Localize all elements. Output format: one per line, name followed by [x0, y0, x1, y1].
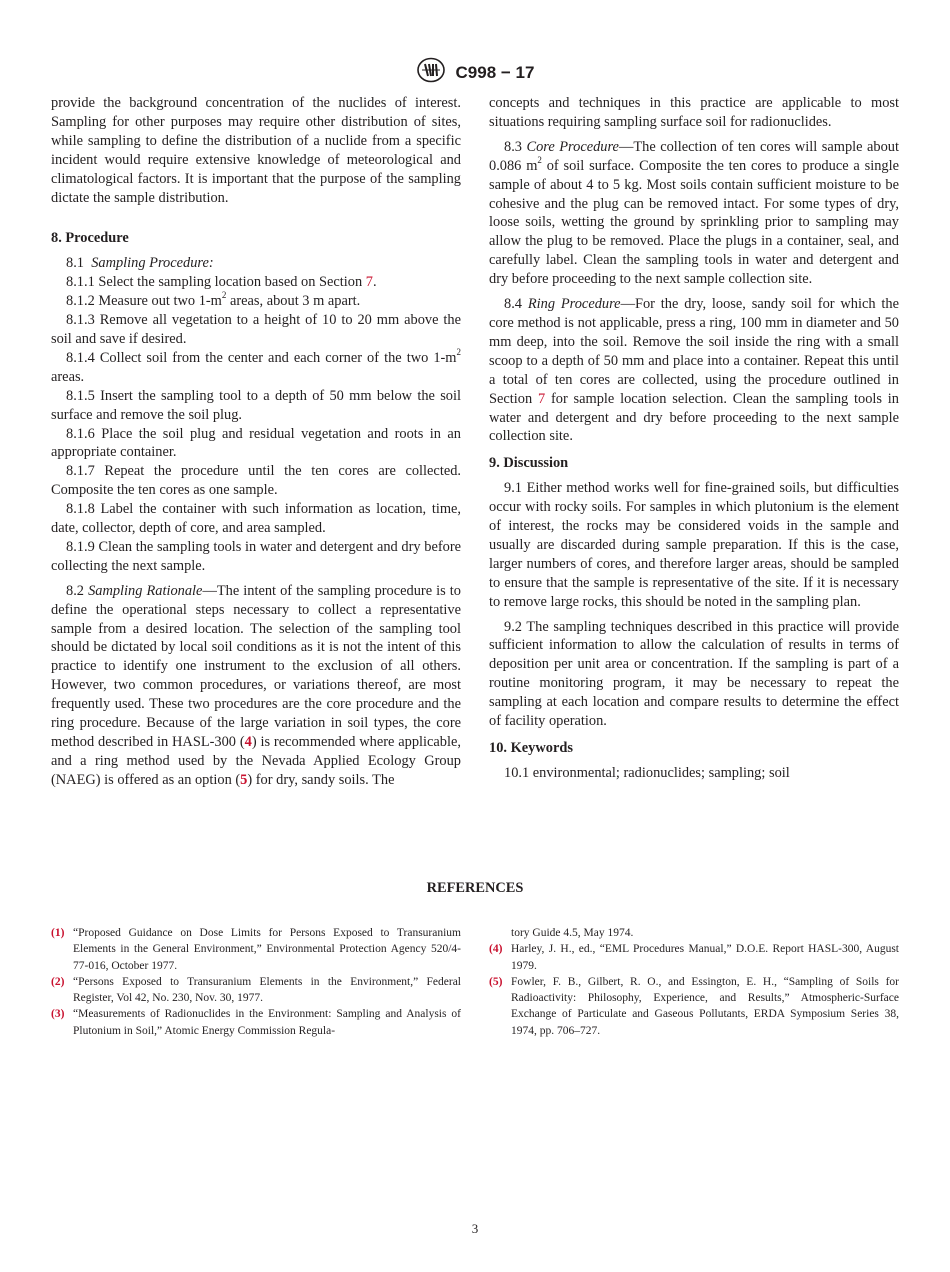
paragraph-10-1: 10.1 environmental; radionuclides; sampling; soil [504, 764, 790, 781]
reference-item-3-continued: tory Guide 4.5, May 1974. [511, 927, 634, 939]
paragraph-8-1-8: 8.1.8 Label the container with such information as location, time, date, collector, depth of core, and area sampled. [51, 501, 461, 537]
subsection-title: Sampling Procedure: [91, 255, 214, 272]
reference-item-2: (2) “Persons Exposed to Transuranium Elements in the Environment,” Federal Register, Vol 42, No. 230, Nov. 30, 1977. [51, 975, 461, 1005]
reference-item-5: (5) Fowler, F. B., Gilbert, R. O., and Essington, E. H., “Sampling of Soils for Radioactivity: Philosophy, Experience, and Results,” Atmospheric-Surface Exchange of Particulate and Gaseous Pollutants, ERDA Symposium Series 38, 1974, pp. 706–727. [489, 975, 899, 1037]
paragraph-8-1-1: 8.1.1 Select the sampling location based on Section 7. [66, 274, 377, 291]
reference-link-5[interactable]: 5 [240, 771, 248, 788]
section-link[interactable]: 7 [537, 390, 546, 407]
reference-link-4[interactable]: 4 [244, 734, 252, 750]
paragraph-8-1-6: 8.1.6 Place the soil plug and residual vegetation and roots in an appropriate container. [51, 425, 461, 461]
reference-number: (3) [51, 1008, 65, 1021]
reference-item-3: (3) “Measurements of Radionuclides in the Environment: Sampling and Analysis of Plutonium in Soil,” Atomic Energy Commission Regula- [51, 1008, 461, 1037]
page-header [0, 57, 950, 88]
left-column [51, 94, 461, 790]
paragraph-8-1-5: 8.1.5 Insert the sampling tool to a depth of 50 mm below the soil surface and remove the soil plug. [51, 387, 461, 423]
paragraph-8-2: 8.2 Sampling Rationale—The intent of the sampling procedure is to define the operational steps necessary to collect a representative sample from a desired location. The selection of the sampling tool should be dictated by local soil conditions as it is not the intent of this practice to identify one instrument to the exclusion of all others. However, two common procedures, or variations thereof, are most frequently used. These two procedures are the core procedure and the ring procedure. Because of the large variation in soil types, the core method described in HASL-300 (4) is recommended where applicable, and a ring method used by the Nevada Applied Ecology Group (NAEG) is offered as an option (5) for dry, sandy soils. The [51, 582, 461, 788]
heading-keywords: 10. Keywords [489, 740, 573, 756]
paragraph-8-4: 8.4 Ring Procedure—For the dry, loose, sandy soil for which the core method is not applicable, press a ring, 100 mm in diameter and 50 mm deep, into the soil. Remove the soil inside the ring with a small scoop to a depth of 50 mm and place into a container. Repeat this until a total of ten cores are collected, using the procedure outlined in Section 7 for sample location selection. Clean the sampling tools in water and detergent and dry before proceeding to the next sample collection site. [489, 296, 899, 445]
paragraph-8-3: 8.3 Core Procedure—The collection of ten cores will sample about 0.086 $m^2$ of soil surface. Composite the ten cores to produce a single sample of about 4 to 5 kg. Most soils contain sufficient moisture to be cohesive and the plug can be removed intact. For some types of dry, loose soils, wetting the ground by sprinkling prior to sampling may allow the plug to be removed. Place the plugs in a container, seal, and carefully label. Clean the sampling tools in water and detergent and dry before proceeding to the next sample collection site. [489, 138, 899, 288]
paragraph-8-1-9: 8.1.9 Clean the sampling tools in water and detergent and dry before collecting the next sample. [51, 538, 461, 574]
section-link[interactable]: 7 [365, 274, 373, 291]
paragraph-8-1: 8.1 Sampling Procedure: [66, 255, 214, 272]
designation-code: C998 − 17 [455, 62, 535, 82]
page-number: 3 [471, 1221, 479, 1236]
paragraph-8-2-continued: concepts and techniques in this practice are applicable to most situations requiring sampling surface soil for radionuclides. [489, 95, 899, 130]
paragraph-8-1-3: 8.1.3 Remove all vegetation to a height of 10 to 20 mm above the soil and save if desired. [51, 312, 461, 347]
reference-item-4: (4) Harley, J. H., ed., “EML Procedures Manual,” D.O.E. Report HASL-300, August 1979. [489, 943, 899, 972]
references-right-column [489, 925, 899, 1039]
reference-number: (4) [489, 943, 503, 956]
reference-number: (2) [51, 975, 65, 988]
paragraph-9-1: 9.1 Either method works well for fine-grained soils, but difficulties occur with rocky soils. For samples in which plutonium is the element of interest, the rocks may be considered voids in the sample and usually are discarded during sample preparation. If this is the case, larger numbers of cores, and therefore larger areas, should be sampled to ensure that the sample is representative of the site. If it is necessary to remove large rocks, this should be noted in the sampling plan. [489, 480, 899, 610]
paragraph-8-1-2: 8.1.2 Measure out two $1-m^2$ areas, about 3 m apart. [66, 290, 361, 310]
reference-number: (5) [489, 975, 503, 988]
right-column [489, 94, 899, 783]
reference-item-1: (1) “Proposed Guidance on Dose Limits for Persons Exposed to Transuranium Elements in the General Environment,” Environmental Protection Agency 520/4-77-016, October 1977. [51, 927, 461, 972]
paragraph-intro-continued: provide the background concentration of the nuclides of interest. Sampling for other purposes may require other distribution of sites, while sampling to define the distribution of a nuclide from a specific incident would require extensive knowledge of meteorological and climatological factors. It is important that the purpose of the sampling dictate the sample distribution. [51, 95, 461, 206]
reference-number: (1) [51, 927, 65, 939]
heading-procedure: 8. Procedure [51, 230, 129, 247]
paragraph-8-1-7: 8.1.7 Repeat the procedure until the ten cores are collected. Composite the ten cores as one sample. [51, 463, 461, 499]
references-title: REFERENCES [426, 880, 524, 896]
paragraph-8-1-4: 8.1.4 Collect soil from the center and each corner of the two $1-m^2$ areas. [51, 347, 461, 385]
paragraph-9-2: 9.2 The sampling techniques described in this practice will provide sufficient information to allow the calculation of results in terms of deposition per unit area or concentration. If the sampling is part of a routine monitoring program, it may be necessary to repeat the sampling at each location and compare results to determine the effect of facility operation. [489, 618, 899, 730]
references-left-column [51, 925, 461, 1039]
heading-discussion: 9. Discussion [489, 455, 569, 472]
astm-logo-icon [416, 57, 446, 88]
